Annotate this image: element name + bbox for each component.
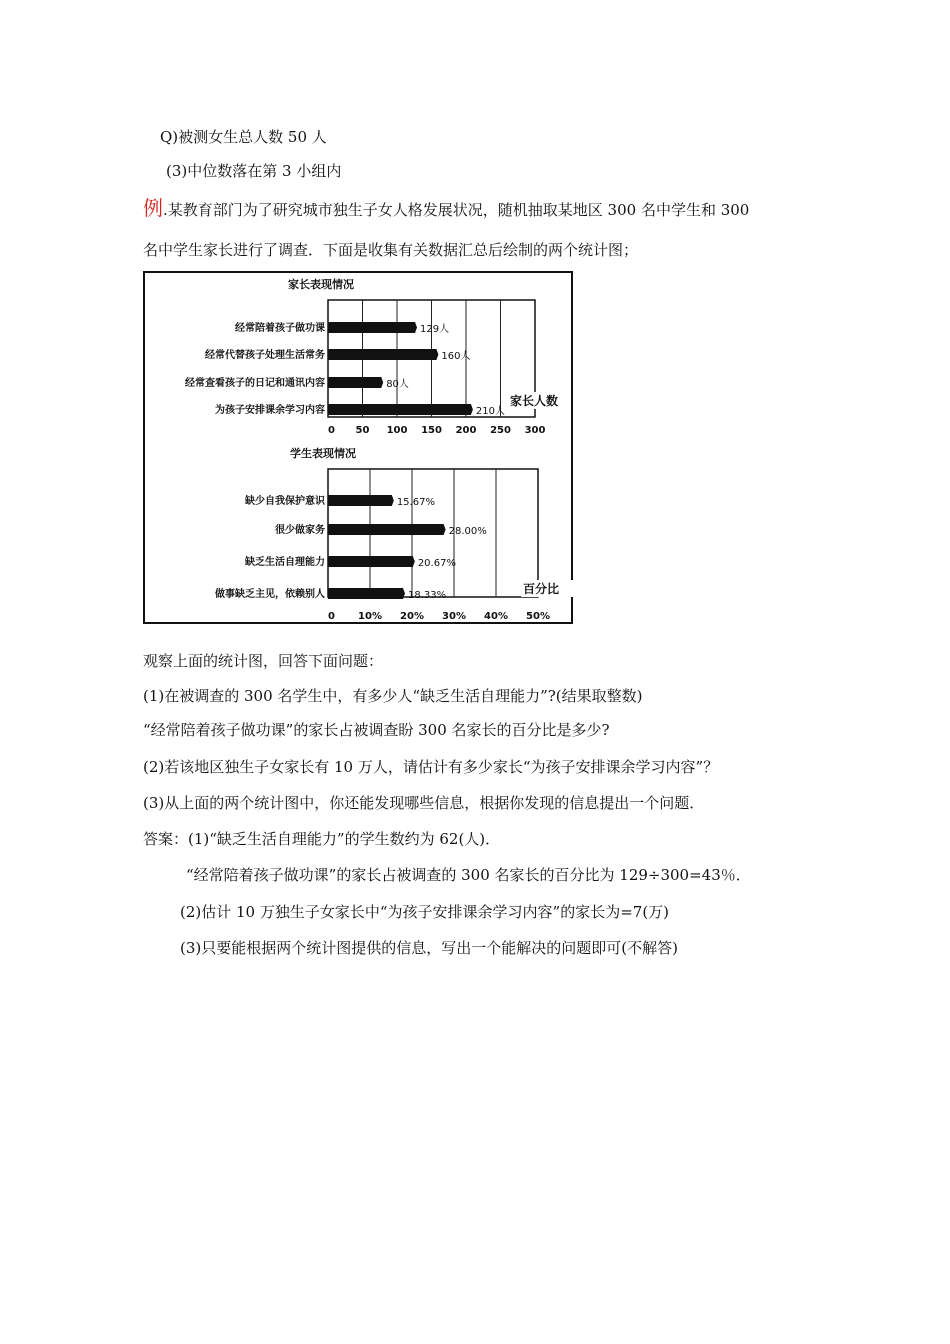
- answer-1: 答案：(1)“缺乏生活自理能力”的学生数约为 62(人)．: [143, 830, 501, 848]
- value-label: 18.33%: [407, 590, 447, 601]
- value-label: 160人: [441, 351, 471, 362]
- tick-label: 10%: [358, 611, 382, 622]
- answer-2: (2)估计 10 万独生子女家长中“为孩子安排课余学习内容”的家长为=7(万): [180, 903, 670, 921]
- example-marker: 例: [143, 196, 163, 220]
- tick-label: 40%: [484, 611, 508, 622]
- tick-label: 50: [355, 425, 370, 436]
- category-label: 做事缺乏主见，依赖别人: [215, 589, 325, 600]
- bar: [328, 377, 383, 388]
- tick-label: 300: [524, 425, 546, 436]
- bar: [328, 556, 415, 567]
- category-label: 经常代替孩子处理生活常务: [205, 350, 325, 361]
- tick-label: 100: [386, 425, 408, 436]
- tick-label: 150: [421, 425, 442, 436]
- category-label: 经常陪着孩子做功课: [235, 323, 325, 334]
- bar: [328, 322, 417, 333]
- category-label: 缺乏生活自理能力: [245, 557, 325, 568]
- bar: [328, 404, 473, 415]
- value-label: 129人: [420, 324, 450, 335]
- tick-label: 0: [328, 611, 335, 622]
- chart-title: 学生表现情况: [290, 447, 356, 460]
- question-1: (1)在被调查的 300 名学生中，有多少人“缺乏生活自理能力”?(结果取整数): [143, 687, 643, 705]
- value-label: 210人: [475, 406, 505, 417]
- text-line-2: (3)中位数落在第 3 小组内: [166, 162, 342, 180]
- axis-label: 百分比: [523, 582, 560, 596]
- bar: [328, 588, 405, 599]
- bar: [328, 524, 446, 535]
- tick-label: 200: [455, 425, 477, 436]
- tick-label: 0: [328, 425, 335, 436]
- tick-label: 50%: [526, 611, 550, 622]
- example-line-2: 名中学生家长进行了调查．下面是收集有关数据汇总后绘制的两个统计图；: [143, 241, 639, 259]
- bar: [328, 349, 438, 360]
- question-1b: “经常陪着孩子做功课”的家长占被调查盼 300 名家长的百分比是多少?: [143, 721, 610, 739]
- text-line-1: Q)被测女生总人数 50 人: [160, 128, 327, 146]
- category-label: 为孩子安排课余学习内容: [215, 405, 325, 416]
- question-2: (2)若该地区独生子女家长有 10 万人，请估计有多少家长“为孩子安排课余学习内容”？: [143, 758, 719, 776]
- answer-3: (3)只要能根据两个统计图提供的信息，写出一个能解决的问题即可(不解答): [180, 939, 678, 957]
- question-intro: 观察上面的统计图，回答下面问题：: [143, 652, 384, 670]
- statistics-charts-svg: [143, 271, 573, 624]
- statistics-figure: [143, 271, 573, 624]
- chart-title: 家长表现情况: [288, 278, 354, 291]
- axis-label: 家长人数: [510, 394, 559, 408]
- example-line-1: [143, 197, 749, 221]
- example-text: .某教育部门为了研究城市独生子女人格发展状况，随机抽取某地区 300 名中学生和 300: [163, 201, 750, 219]
- bar: [328, 495, 394, 506]
- question-3: (3)从上面的两个统计图中，你还能发现哪些信息，根据你发现的信息提出一个问题．: [143, 794, 705, 812]
- value-label: 15.67%: [396, 497, 435, 508]
- category-label: 经常查看孩子的日记和通讯内容: [185, 378, 325, 389]
- tick-label: 30%: [442, 611, 466, 622]
- category-label: 缺少自我保护意识: [245, 496, 325, 507]
- tick-label: 250: [490, 425, 511, 436]
- tick-label: 20%: [400, 611, 424, 622]
- value-label: 80人: [386, 379, 409, 390]
- value-label: 28.00%: [448, 526, 487, 537]
- answer-1b: “经常陪着孩子做功课”的家长占被调查的 300 名家长的百分比为 129÷300=43％．: [186, 866, 751, 884]
- category-label: 很少做家务: [275, 525, 325, 536]
- value-label: 20.67%: [417, 558, 456, 569]
